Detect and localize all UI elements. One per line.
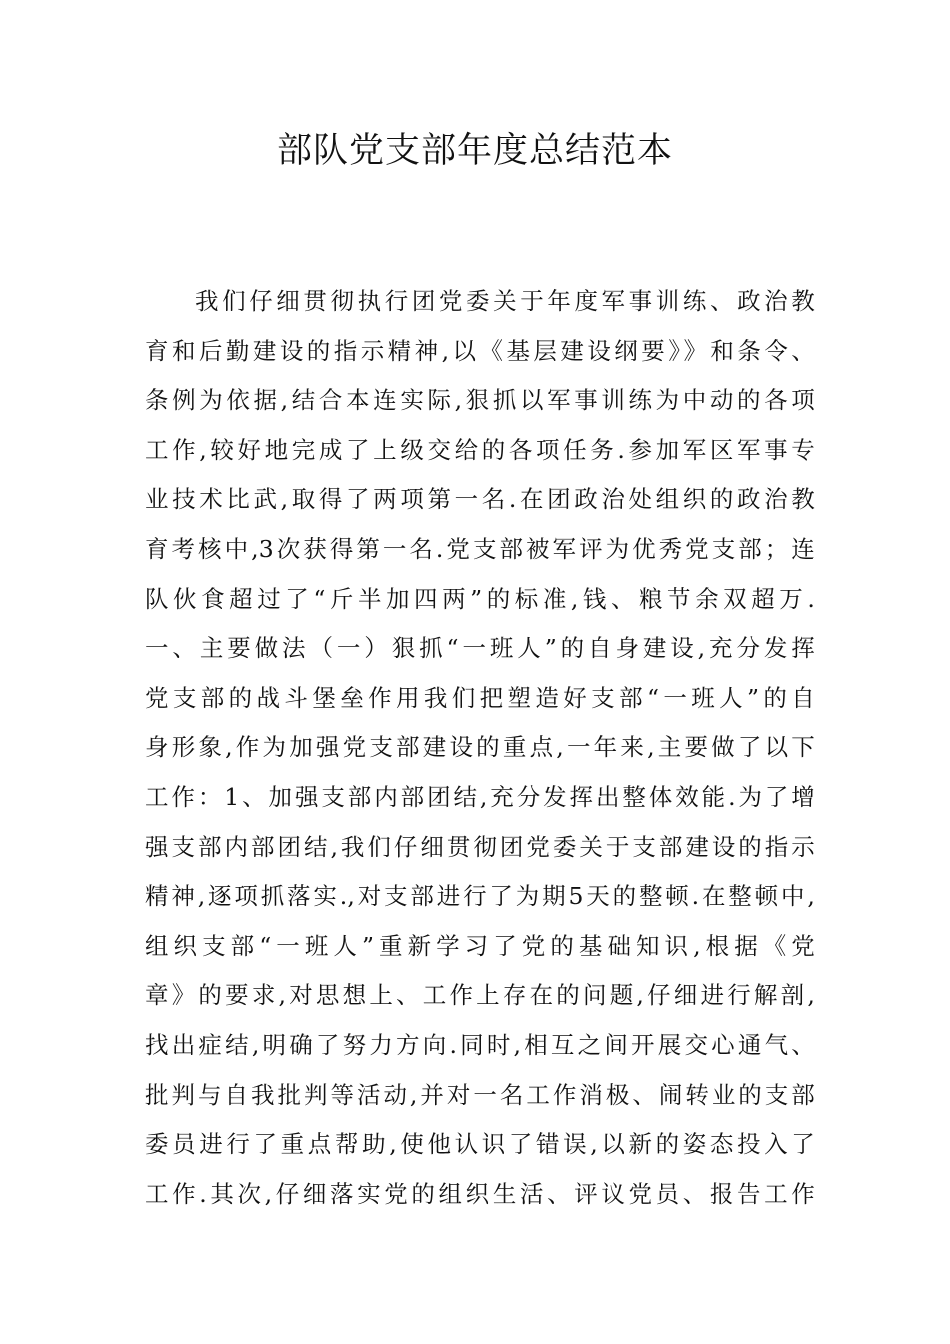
text-line: 章》的要求,对思想上、工作上存在的问题,仔细进行解剖, (145, 981, 815, 1010)
text-line: 我们仔细贯彻执行团党委关于年度军事训练、政治教 (195, 287, 815, 315)
page-title: 部队党支部年度总结范本 (276, 131, 673, 171)
text-line: 队伙食超过了“斤半加四两”的标准,钱、粮节余双超万. (145, 584, 815, 613)
text-line: 党支部的战斗堡垒作用我们把塑造好支部“一班人”的自 (145, 683, 815, 712)
text-line: 委员进行了重点帮助,使他认识了错误,以新的姿态投入了 (145, 1130, 815, 1159)
text-line: 工作,较好地完成了上级交给的各项任务.参加军区军事专 (145, 435, 815, 464)
text-line: 一、主要做法（一）狠抓“一班人”的自身建设,充分发挥 (145, 634, 815, 663)
text-line: 身形象,作为加强党支部建设的重点,一年来,主要做了以下 (145, 733, 815, 762)
text-line: 强支部内部团结,我们仔细贯彻团党委关于支部建设的指示 (145, 832, 815, 861)
text-line: 育考核中,3次获得第一名.党支部被军评为优秀党支部；连 (145, 534, 815, 563)
body-paragraph (145, 277, 815, 1219)
text-line: 条例为依据,结合本连实际,狠抓以军事训练为中动的各项 (145, 386, 815, 415)
text-line: 工作：1、加强支部内部团结,充分发挥出整体效能.为了增 (145, 782, 815, 811)
text-line: 精神,逐项抓落实.,对支部进行了为期5天的整顿.在整顿中, (145, 882, 815, 911)
text-line: 业技术比武,取得了两项第一名.在团政治处组织的政治教 (145, 485, 815, 514)
text-line: 找出症结,明确了努力方向.同时,相互之间开展交心通气、 (145, 1030, 815, 1059)
text-line: 批判与自我批判等活动,并对一名工作消极、闹转业的支部 (145, 1080, 815, 1109)
text-line: 工作.其次,仔细落实党的组织生活、评议党员、报告工作 (145, 1179, 815, 1208)
text-line: 组织支部“一班人”重新学习了党的基础知识,根据《党 (145, 931, 815, 960)
text-line: 育和后勤建设的指示精神,以《基层建设纲要》》和条令、 (145, 336, 815, 365)
